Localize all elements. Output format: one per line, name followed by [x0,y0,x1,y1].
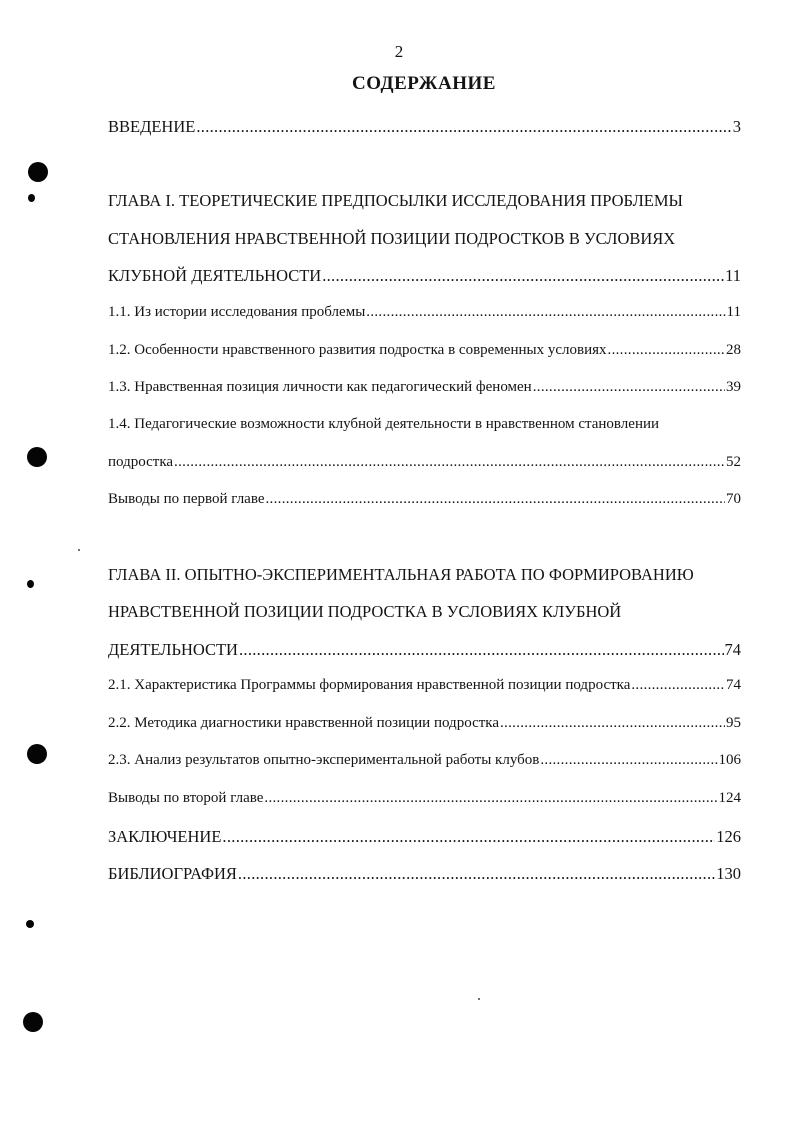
toc-entry-text: 1.3. Нравственная позиция личности как педагогический феномен [108,379,532,395]
scan-speck [78,549,80,551]
toc-entry-chapter1[interactable] [108,266,741,288]
toc-leader-dots [533,379,725,396]
toc-page-number: 11 [726,304,741,320]
toc-leader-dots [174,454,725,471]
toc-entry-text: 2.1. Характеристика Программы формирования нравственной позиции подростка [108,677,631,693]
toc-entry-conclusion[interactable] [108,827,741,849]
toc-entry-conclusions-chapter2[interactable] [108,790,741,812]
toc-leader-dots [500,715,725,732]
toc-entry-chapter2[interactable] [108,640,741,662]
toc-leader-dots [222,827,715,847]
toc-leader-dots [266,491,726,508]
toc-entry-section-2-1[interactable] [108,677,741,699]
toc-page-number: 74 [724,640,741,659]
toc-page-number: 106 [718,752,741,768]
toc-page-number: 39 [726,379,741,395]
toc-entry-text: ЗАКЛЮЧЕНИЕ [108,827,222,846]
punch-hole-small [27,580,34,588]
toc-chapter1-line2: СТАНОВЛЕНИЯ НРАВСТВЕННОЙ ПОЗИЦИИ ПОДРОСТКОВ В УСЛОВИЯХ [108,229,676,248]
toc-page-number: 28 [726,342,741,358]
toc-page-number: 130 [716,864,741,883]
toc-entry-section-1-3[interactable] [108,379,741,401]
toc-entry-conclusions-chapter1[interactable] [108,491,741,513]
toc-entry-section-2-2[interactable] [108,715,741,737]
toc-entry-text: 2.2. Методика диагностики нравственной позиции подростка [108,715,499,731]
toc-leader-dots [196,117,731,137]
toc-entry-text: 2.3. Анализ результатов опытно-экспериментальной работы клубов [108,752,540,768]
punch-hole-small [26,920,34,928]
toc-page-number: 95 [726,715,741,731]
toc-leader-dots [631,677,725,694]
toc-page-number: 74 [726,677,741,693]
toc-page-number: 124 [718,790,741,806]
punch-hole [23,1012,43,1032]
scan-speck [478,998,480,1000]
toc-leader-dots [366,304,725,321]
toc-entry-text: ВВЕДЕНИЕ [108,117,196,136]
toc-chapter2-line2: НРАВСТВЕННОЙ ПОЗИЦИИ ПОДРОСТКА В УСЛОВИЯХ КЛУБНОЙ [108,602,622,621]
toc-entry-introduction[interactable] [108,117,741,139]
toc-leader-dots [540,752,717,769]
toc-entry-text: Выводы по первой главе [108,491,265,507]
toc-leader-dots [239,640,724,660]
punch-hole-small [28,194,35,202]
toc-entry-section-1-2[interactable] [108,342,741,364]
toc-entry-text: КЛУБНОЙ ДЕЯТЕЛЬНОСТИ [108,266,322,285]
toc-page-number: 70 [726,491,741,507]
toc-page-number: 126 [716,827,741,846]
toc-leader-dots [608,342,725,359]
toc-entry-text: 1.1. Из истории исследования проблемы [108,304,366,320]
toc-entry-text: БИБЛИОГРАФИЯ [108,864,237,883]
toc-entry-text: ДЕЯТЕЛЬНОСТИ [108,640,238,659]
punch-hole [28,162,48,182]
toc-entry-bibliography[interactable] [108,864,741,886]
toc-entry-text: Выводы по второй главе [108,790,264,806]
toc-page-number: 3 [732,117,741,136]
toc-chapter1-line1: ГЛАВА I. ТЕОРЕТИЧЕСКИЕ ПРЕДПОСЫЛКИ ИССЛЕДОВАНИЯ ПРОБЛЕМЫ [108,191,683,210]
toc-leader-dots [264,790,717,807]
page-title: СОДЕРЖАНИЕ [352,73,496,94]
punch-hole [27,447,47,467]
toc-entry-section-1-1[interactable] [108,304,741,326]
toc-leader-dots [238,864,715,884]
punch-hole [27,744,47,764]
toc-leader-dots [322,266,724,286]
toc-entry-text: 1.2. Особенности нравственного развития подростка в современных условиях [108,342,607,358]
toc-entry-text: подростка [108,454,174,470]
toc-entry-section-1-4[interactable] [108,454,741,476]
toc-page-number: 52 [726,454,741,470]
toc-page-number: 11 [725,266,741,285]
toc-entry-section-2-3[interactable] [108,752,741,774]
page-number: 2 [394,42,404,61]
toc-chapter2-line1: ГЛАВА II. ОПЫТНО-ЭКСПЕРИМЕНТАЛЬНАЯ РАБОТА ПО ФОРМИРОВАНИЮ [108,565,694,584]
toc-section-1-4-line1: 1.4. Педагогические возможности клубной деятельности в нравственном становлении [108,416,660,432]
